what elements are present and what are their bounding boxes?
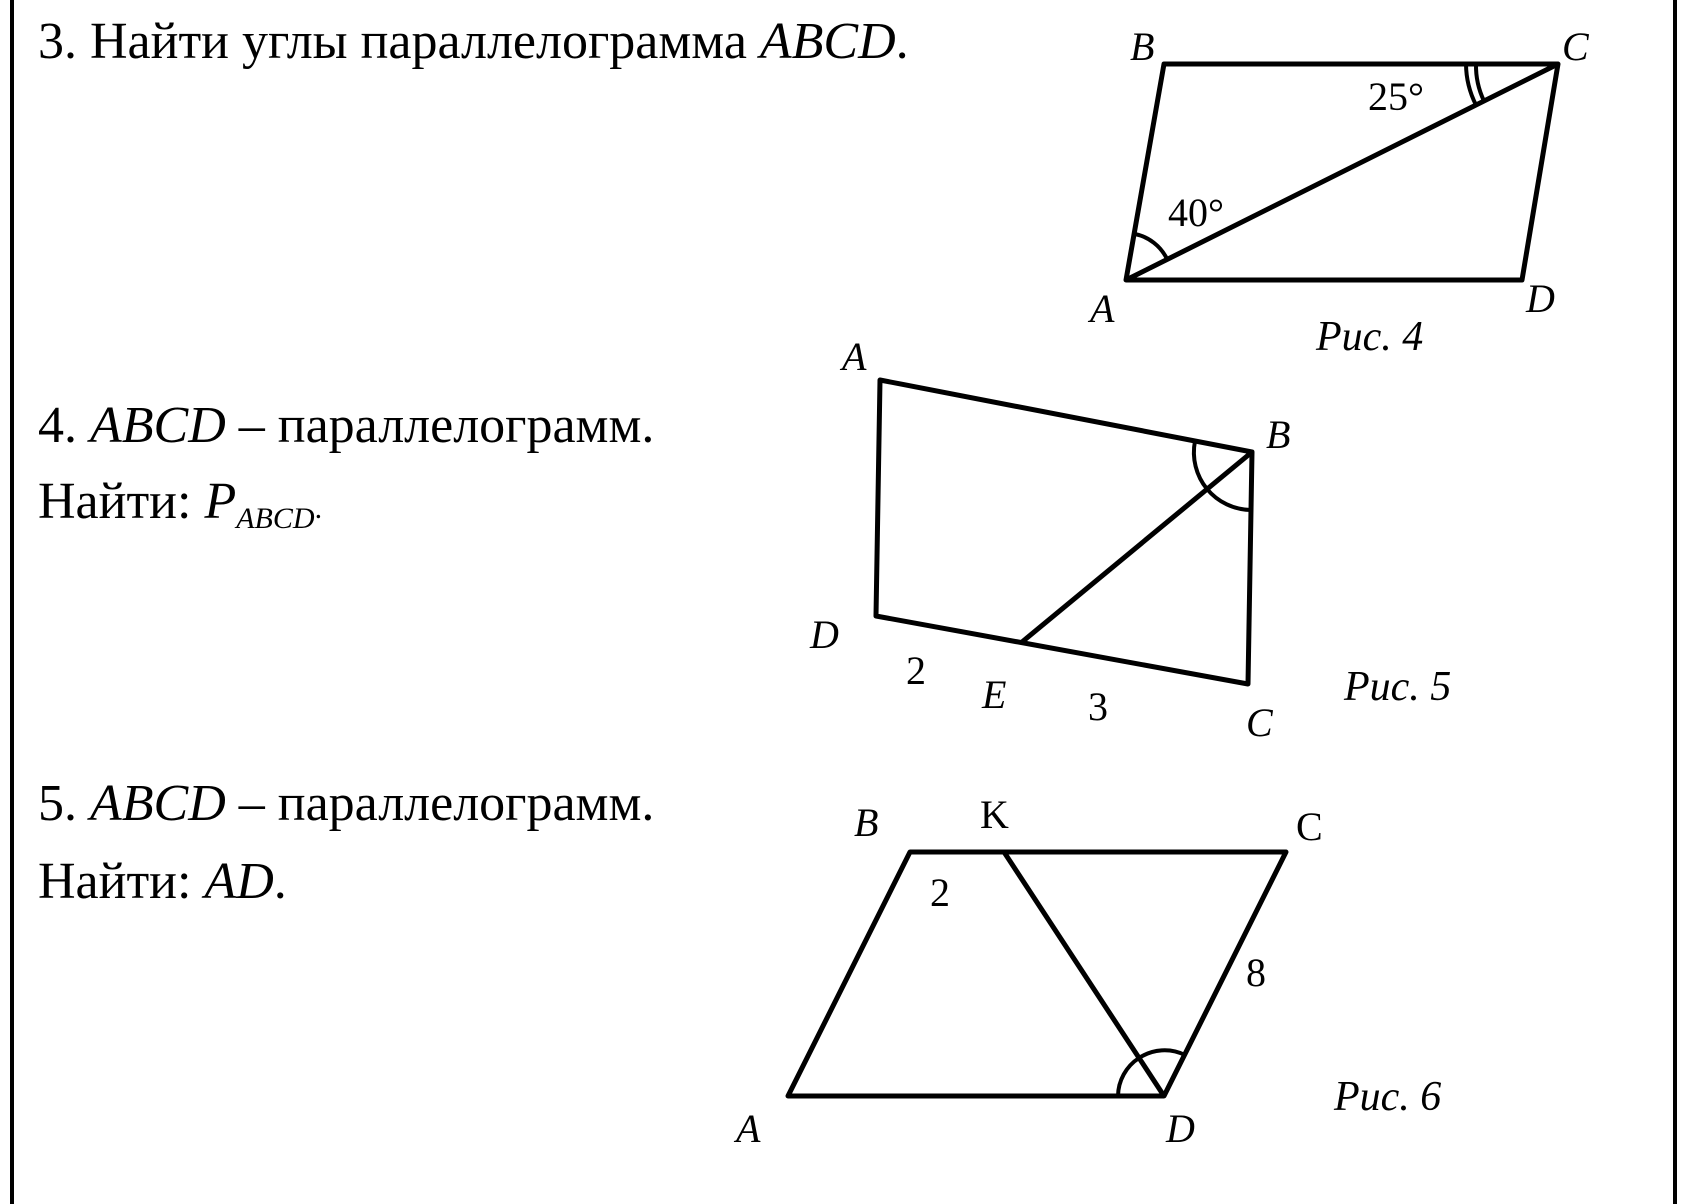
fig6-angle-arc-d-2	[1139, 1050, 1185, 1058]
task-5-find-value: AD	[204, 853, 274, 910]
task-3-end: .	[895, 13, 909, 70]
figure-4	[1126, 64, 1558, 280]
task-5-number: 5.	[38, 775, 77, 832]
fig5-length-de: 2	[906, 648, 926, 693]
fig4-angle-arc-a	[1135, 234, 1167, 259]
task-3-figure-name: ABCD	[759, 13, 896, 70]
fig6-label-a: A	[736, 1106, 761, 1151]
fig5-label-d: D	[810, 612, 839, 657]
fig4-label-b: B	[1130, 24, 1155, 69]
task-5-find-end: .	[273, 853, 287, 910]
fig6-label-b: B	[854, 800, 879, 845]
task-5-find-label: Найти:	[38, 853, 192, 910]
fig6-length-bk: 2	[930, 870, 950, 915]
fig4-diagonal-ac	[1126, 64, 1558, 280]
fig5-label-b: B	[1266, 412, 1291, 457]
task-4-find-subscript: ABCD	[236, 502, 315, 535]
fig5-length-ec: 3	[1088, 684, 1108, 729]
task-4-dash-text: – параллелограмм.	[238, 397, 655, 454]
task-5-figure-name: ABCD	[90, 775, 226, 832]
task-3-text: Найти углы параллелограмма	[90, 13, 747, 70]
task-3-number: 3.	[38, 13, 77, 70]
fig5-label-c: C	[1246, 700, 1273, 745]
fig5-label-a: A	[842, 334, 867, 379]
fig5-angle-arc-b	[1194, 441, 1207, 489]
task-4-find-label: Найти:	[38, 473, 192, 530]
task-4-find-end: .	[314, 492, 323, 525]
fig5-angle-arc-b-2	[1207, 489, 1251, 510]
fig4-angle-bca: 25°	[1368, 74, 1424, 119]
fig5-label-e: E	[982, 672, 1007, 717]
fig4-angle-cad: 40°	[1168, 190, 1224, 235]
fig4-label-a: A	[1090, 286, 1115, 331]
fig5-bisector-be	[1022, 452, 1252, 642]
fig6-angle-arc-d	[1118, 1058, 1139, 1096]
task-4-number: 4.	[38, 397, 77, 454]
fig6-caption: Рис. 6	[1334, 1074, 1442, 1120]
fig4-label-c: C	[1562, 24, 1589, 69]
fig6-parallelogram	[788, 852, 1286, 1096]
task-5-dash-text: – параллелограмм.	[238, 775, 655, 832]
fig6-label-k: K	[980, 792, 1009, 837]
task-4-find-symbol: P	[204, 473, 237, 530]
task-4-figure-name: ABCD	[90, 397, 226, 454]
fig5-caption: Рис. 5	[1344, 664, 1452, 710]
figure-6	[788, 852, 1286, 1096]
fig6-length-cd: 8	[1246, 950, 1266, 995]
fig5-parallelogram	[876, 380, 1252, 684]
fig4-label-d: D	[1526, 276, 1555, 321]
fig6-label-c: C	[1296, 804, 1323, 849]
figure-5	[876, 380, 1252, 684]
fig4-angle-arc-c-1	[1476, 64, 1484, 101]
fig4-caption: Рис. 4	[1316, 314, 1424, 360]
fig6-label-d: D	[1166, 1106, 1195, 1151]
